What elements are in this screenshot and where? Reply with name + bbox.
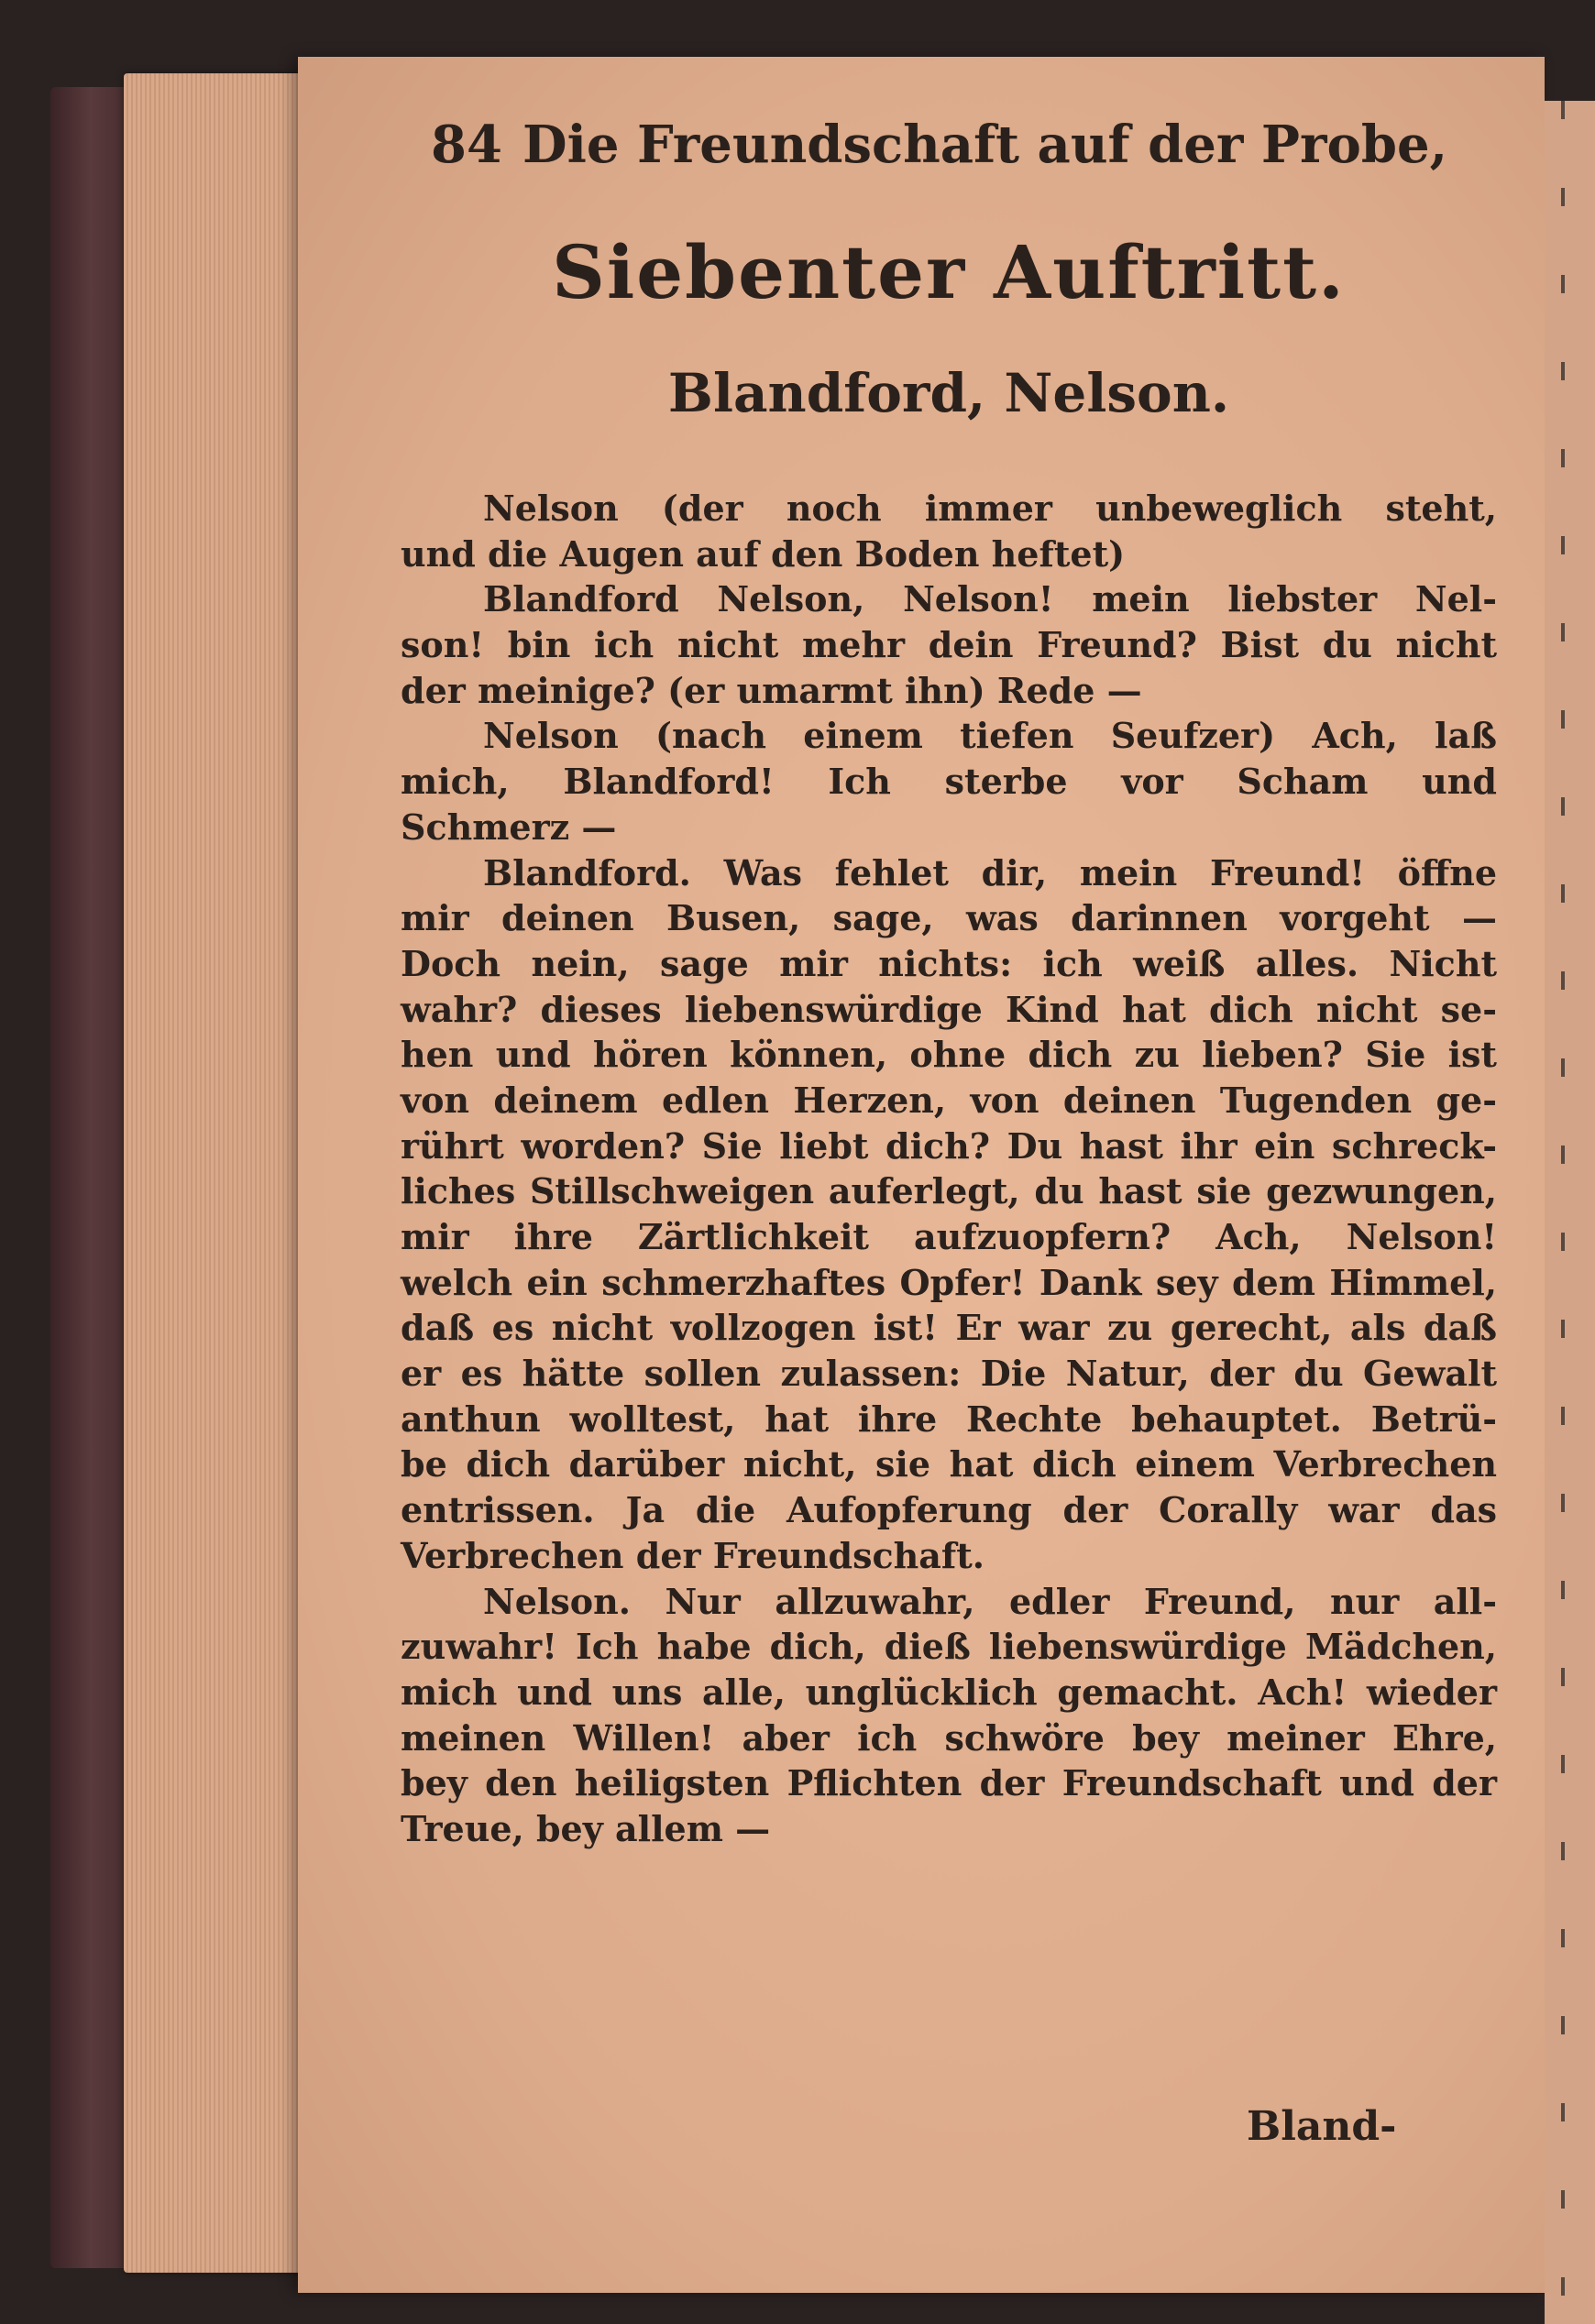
paragraph — [401, 850, 1497, 1579]
page-number: 84 — [431, 115, 502, 175]
scene-characters: Blandford, Nelson. — [667, 362, 1230, 424]
text-line: Nelson (nach einem tiefen Seufzer) Ach, laß — [483, 715, 1497, 757]
text-line: mir deinen Busen, sage, was darinnen vorgeht — — [401, 897, 1497, 939]
text-line: Doch nein, sage mir nichts: ich weiß alles. Nicht — [401, 942, 1497, 984]
text-line: son! bin ich nicht mehr dein Freund? Bist du nicht — [401, 624, 1497, 666]
body-text — [401, 486, 1497, 1852]
text-line: Nelson. Nur allzuwahr, edler Freund, nur all- — [483, 1580, 1497, 1622]
text-line: Verbrechen der Freundschaft. — [401, 1534, 985, 1576]
text-line: Schmerz — — [401, 806, 617, 848]
running-header — [431, 115, 1485, 175]
text-line: von deinem edlen Herzen, von deinen Tugenden ge- — [401, 1079, 1497, 1121]
text-line: mich und uns alle, unglücklich gemacht. Ach! wieder — [401, 1671, 1497, 1713]
facing-page-edge — [1545, 101, 1595, 2324]
text-line: bey den heiligsten Pflichten der Freundschaft und der — [401, 1762, 1497, 1804]
text-line: und die Augen auf den Boden heftet) — [401, 532, 1126, 575]
text-line: mich, Blandford! Ich sterbe vor Scham und — [401, 761, 1497, 803]
paragraph — [401, 713, 1497, 850]
text-line: Blandford Nelson, Nelson! mein liebster Nel- — [483, 578, 1497, 620]
text-line: Nelson (der noch immer unbeweglich steht, — [483, 488, 1497, 529]
text-line: Treue, bey allem — — [401, 1807, 771, 1849]
text-line: rührt worden? Sie liebt dich? Du hast ihr ein schreck- — [401, 1124, 1497, 1167]
text-line: liches Stillschweigen auferlegt, du hast sie gezwungen, — [401, 1170, 1497, 1212]
paragraph — [401, 1579, 1497, 1852]
scene-title: Siebenter Auftritt. — [552, 229, 1346, 315]
text-line: er es hätte sollen zulassen: Die Natur, der du Gewalt — [401, 1353, 1497, 1395]
paragraph — [401, 576, 1497, 713]
catchword: Bland- — [1247, 2103, 1397, 2150]
text-line: entrissen. Ja die Aufopferung der Corally war das — [401, 1489, 1497, 1531]
text-line: anthun wolltest, hat ihre Rechte behauptet. Betrü- — [401, 1398, 1497, 1440]
text-line: be dich darüber nicht, sie hat dich einem Verbrechen — [401, 1443, 1497, 1485]
text-line: zuwahr! Ich habe dich, dieß liebenswürdige Mädchen, — [401, 1626, 1497, 1668]
text-line: meinen Willen! aber ich schwöre bey meiner Ehre, — [401, 1716, 1497, 1759]
text-line: Blandford. Was fehlet dir, mein Freund! öffne — [483, 851, 1497, 893]
text-line: mir ihre Zärtlichkeit aufzuopfern? Ach, Nelson! — [401, 1216, 1497, 1257]
text-line: daß es nicht vollzogen ist! Er war zu gerecht, als daß — [401, 1307, 1497, 1349]
text-line: der meinige? (er umarmt ihn) Rede — — [401, 669, 1142, 711]
text-line: welch ein schmerzhaftes Opfer! Dank sey dem Himmel, — [401, 1261, 1497, 1303]
page-edges — [124, 73, 307, 2273]
running-title: Die Freundschaft auf der Probe, — [522, 115, 1448, 175]
paragraph — [401, 486, 1497, 576]
text-line: wahr? dieses liebenswürdige Kind hat dich nicht se- — [401, 988, 1497, 1030]
text-line: hen und hören können, ohne dich zu lieben? Sie ist — [401, 1034, 1497, 1076]
